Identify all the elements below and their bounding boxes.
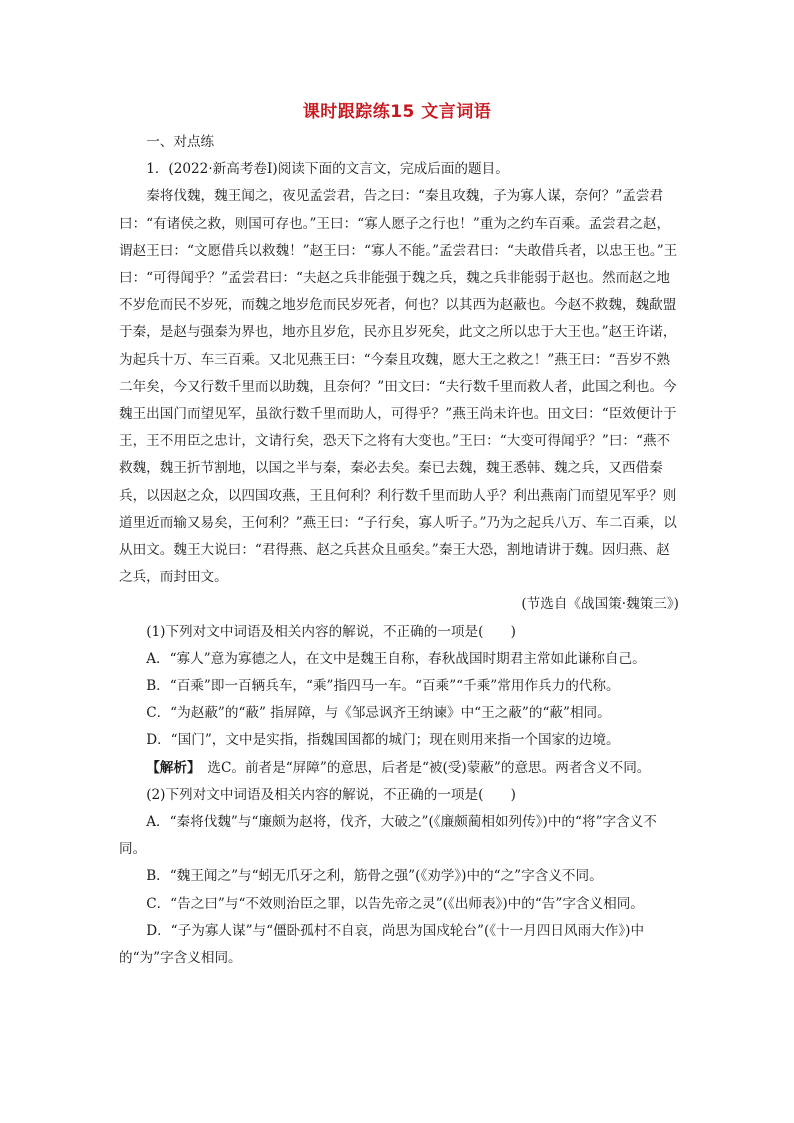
question-1-stem: (1)下列对文中词语及相关内容的解说，不正确的一项是( ) [146, 623, 516, 640]
document-body [119, 129, 679, 972]
page-title: 课时跟踪练15 文言词语 [302, 102, 492, 122]
question-2-option-b: B．“魏王闻之”与“蚓无爪牙之利，筋骨之强”(《劝学》)中的“之”字含义不同。 [146, 868, 603, 885]
question-1-option-a: A．“寡人”意为寡德之人，在文中是魏王自称，春秋战国时期君主常如此谦称自己。 [146, 650, 646, 667]
question-1-option-d: D．“国门”，文中是实指，指魏国国都的城门；现在则用来指一个国家的边境。 [146, 732, 620, 749]
question-intro: 1．(2022·新高考卷Ⅰ)阅读下面的文言文，完成后面的题目。 [146, 161, 509, 178]
question-2-stem: (2)下列对文中词语及相关内容的解说，不正确的一项是( ) [146, 786, 516, 803]
classical-passage: 秦将伐魏，魏王闻之，夜见孟尝君，告之曰：“秦且攻魏，子为寡人谋，奈何？”孟尝君曰：“有诸侯之救，则国可存也。”王曰：“寡人愿子之行也！”重为之约车百乘。孟尝君之赵，谓赵王曰：“文愿借兵以救魏！”赵王曰：“寡人不能。”孟尝君曰：“夫敢借兵者，以忠王也。”王曰：“可得闻乎？”孟尝君曰：“夫赵之兵非能强于魏之兵，魏之兵非能弱于赵也。然而赵之地不岁危而民不岁死，而魏之地岁危而民岁死者，何也？以其西为赵蔽也。今赵不救魏，魏歃盟于秦，是赵与强秦为界也，地亦且岁危，民亦且岁死矣，此文之所以忠于大王也。”赵王许诺，为起兵十万、车三百乘。又北见燕王曰：“今秦且攻魏，愿大王之救之！”燕王曰：“吾岁不熟二年矣，今又行数千里而以助魏，且奈何？”田文曰：“夫行数千里而救人者，此国之利也。今魏王出国门而望见军，虽欲行数千里而助人，可得乎？”燕王尚未许也。田文曰：“臣效便计于王，王不用臣之忠计，文请行矣，恐天下之将有大变也。”王曰：“大变可得闻乎？”曰：“燕不救魏，魏王折节割地，以国之半与秦，秦必去矣。秦已去魏，魏王悉韩、魏之兵，又西借秦兵，以因赵之众，以四国攻燕，王且何利？利行数千里而助人乎？利出燕南门而望见军乎？则道里近而输又易矣，王何利？”燕王曰：“子行矣，寡人听子。”乃为之起兵八万、车二百乘，以从田文。魏王大说曰：“君得燕、赵之兵甚众且亟矣。”秦王大恐，割地请讲于魏。因归燕、赵之兵，而封田文。 [119, 188, 678, 586]
question-1-option-b: B．“百乘”即一百辆兵车，“乘”指四马一车。“百乘”“千乘”常用作兵力的代称。 [146, 678, 620, 695]
question-2-option-d: D．“子为寡人谋”与“僵卧孤村不自哀，尚思为国戍轮台”(《十一月四日风雨大作》)中的“为”字含义相同。 [119, 922, 645, 967]
analysis-text: 选C。前者是“屏障”的意思，后者是“被(受)蒙蔽”的意思。两者含义不同。 [193, 759, 651, 776]
question-2-option-a: A．“秦将伐魏”与“廉颇为赵将，伐齐，大破之”(《廉颇蔺相如列传》)中的“将”字含义不同。 [119, 814, 657, 858]
question-1-option-c: C．“为赵蔽”的“蔽” 指屏障，与《邹忌讽齐王纳谏》中“王之蔽”的“蔽”相同。 [146, 705, 611, 722]
question-2-option-c: C．“告之曰”与“不效则治臣之罪，以告先帝之灵”(《出师表》)中的“告”字含义相同。 [146, 895, 644, 912]
analysis [119, 755, 679, 782]
passage-source: (节选自《战国策·魏策三》) [521, 596, 679, 613]
section-heading: 一、对点练 [146, 134, 215, 150]
analysis-label: 【解析】 [146, 759, 194, 776]
